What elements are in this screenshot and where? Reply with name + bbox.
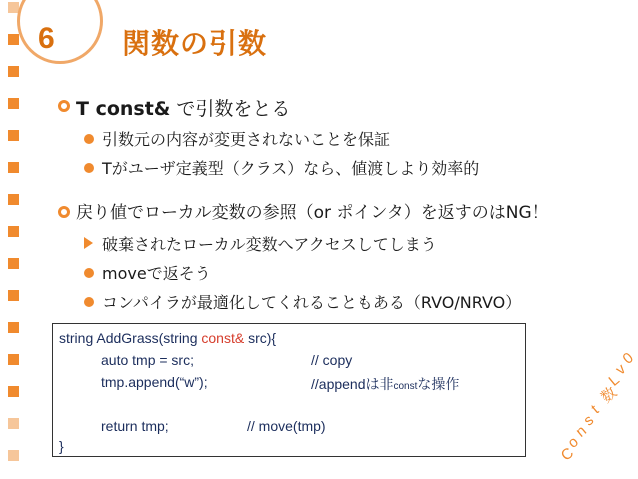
code-keyword: const&	[201, 330, 245, 346]
arrow-bullet-icon	[84, 237, 93, 249]
slide-number: 6	[38, 22, 55, 55]
section-heading	[76, 94, 290, 121]
deco-square	[8, 162, 19, 173]
watermark-letter: 0	[619, 349, 637, 368]
heading-text: で引数をとる	[170, 98, 291, 120]
code-text: string AddGrass(string	[59, 330, 202, 346]
deco-square	[8, 98, 19, 109]
code-line: return tmp;	[101, 418, 169, 434]
deco-square	[8, 290, 19, 301]
code-line: tmp.append(“w”);	[101, 374, 208, 390]
watermark-letter: v	[612, 360, 630, 379]
deco-square	[8, 258, 19, 269]
code-line	[59, 330, 276, 346]
comment-text: //appendは非	[311, 376, 394, 392]
deco-square	[8, 130, 19, 141]
list-item: 破棄されたローカル変数へアクセスしてしまう	[102, 235, 437, 254]
dot-bullet-icon	[84, 268, 94, 278]
deco-square	[8, 66, 19, 77]
watermark-letter: 数	[597, 383, 621, 407]
deco-square	[8, 322, 19, 333]
comment-text-small: const	[393, 381, 418, 392]
list-item: コンパイラが最適化してくれることもある（RVO/NRVO）	[102, 293, 522, 312]
heading-code-term: T const&	[76, 98, 171, 120]
ring-bullet-icon	[58, 100, 70, 112]
ring-bullet-icon	[58, 206, 70, 218]
list-item: 引数元の内容が変更されないことを保証	[102, 130, 391, 149]
dot-bullet-icon	[84, 134, 94, 144]
list-item: Tがユーザ定義型（クラス）なら、値渡しより効率的	[102, 159, 480, 178]
deco-square	[8, 354, 19, 365]
watermark-letter: n	[572, 422, 590, 441]
watermark-letter: o	[564, 433, 582, 452]
code-text: src){	[244, 330, 277, 346]
dot-bullet-icon	[84, 297, 94, 307]
code-block	[52, 323, 526, 457]
watermark-letter: L	[605, 371, 623, 390]
deco-square	[8, 34, 19, 45]
section-heading: 戻り値でローカル変数の参照（or ポインタ）を返すのはNG！	[76, 203, 549, 223]
code-line: auto tmp = src;	[101, 352, 194, 368]
deco-square	[8, 418, 19, 429]
code-comment	[311, 374, 459, 394]
slide-title: 関数の引数	[122, 27, 268, 60]
comment-text: な操作	[417, 376, 460, 392]
watermark-letter: s	[580, 411, 598, 430]
watermark-letter: t	[588, 401, 603, 418]
code-comment: // move(tmp)	[247, 418, 326, 434]
deco-square	[8, 194, 19, 205]
decorative-square-column	[0, 0, 30, 479]
code-line: }	[59, 438, 64, 454]
deco-square	[8, 450, 19, 461]
dot-bullet-icon	[84, 163, 94, 173]
code-comment: // copy	[311, 352, 353, 368]
watermark-letter: C	[557, 444, 578, 465]
deco-square	[8, 386, 19, 397]
list-item: moveで返そう	[102, 264, 211, 283]
deco-square	[8, 226, 19, 237]
